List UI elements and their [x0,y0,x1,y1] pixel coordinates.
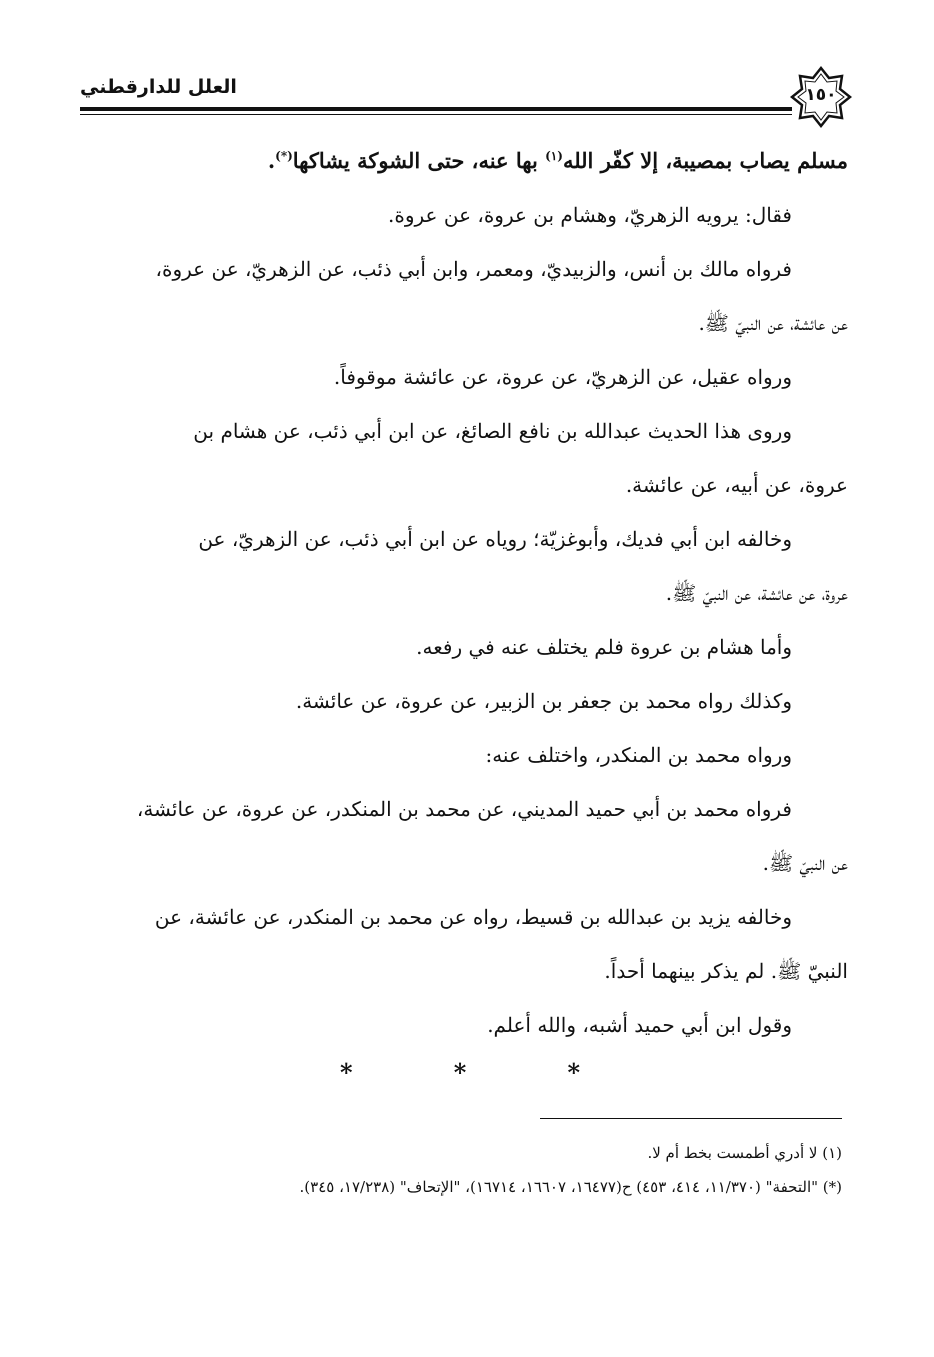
page-number-badge [790,66,852,128]
text-line: وقول ابن أبي حميد أشبه، والله أعلم. [487,1013,792,1037]
text-line: فرواه محمد بن أبي حميد المديني، عن محمد بن المنكدر، عن عروة، عن عائشة، [136,797,792,821]
text-line: وروى هذا الحديث عبدالله بن نافع الصائغ، عن ابن أبي ذئب، عن هشام بن [193,419,792,443]
text-line-1: مسلم يصاب بمصيبة، إلا كفّر الله$^{(١)}$ بها عنه، حتى الشوكة يشاكها(*). [267,148,848,173]
text-line: عن عائشة، عن النبيّ ﷺ. [698,311,848,335]
separator-star: * [567,1058,580,1087]
footnotes [100,1136,842,1204]
text-line: عروة، عن أبيه، عن عائشة. [625,473,848,497]
text-line: ورواه محمد بن المنكدر، واختلف عنه: [485,743,792,767]
text-line: وخالفه يزيد بن عبدالله بن قسيط، رواه عن محمد بن المنكدر، عن عائشة، عن [154,905,792,929]
separator-star: * [340,1058,353,1087]
footnote-marker-star: (*) [275,149,293,163]
text-line: ورواه عقيل، عن الزهريّ، عن عروة، عن عائشة موقوفاً. [333,365,792,389]
header-rule-thin [80,114,792,115]
footnote-marker-1: (١) [545,149,563,163]
footnote-1: (١) لا أدري أطمست بخط أم لا. [647,1144,842,1162]
header-rule-thick [80,107,792,111]
page-number: ١٥٠ [805,85,837,105]
main-text [78,134,848,1052]
text-line: فقال: يرويه الزهريّ، وهشام بن عروة، عن عروة. [388,203,792,227]
text-line: وكذلك رواه محمد بن جعفر بن الزبير، عن عروة، عن عائشة. [295,689,792,713]
text-line: وخالفه ابن أبي فديك، وأبوغزيّة؛ روياه عن ابن أبي ذئب، عن الزهريّ، عن [198,527,792,551]
text-line: النبيّ ﷺ. لم يذكر بينهما أحداً. [604,959,848,983]
text-line: عروة، عن عائشة، عن النبيّ ﷺ. [665,581,848,605]
book-title: العلل للدارقطني [80,76,237,98]
section-separator [340,1058,580,1087]
text-line: وأما هشام بن عروة فلم يختلف عنه في رفعه. [416,635,792,659]
page-header [80,66,852,128]
separator-star: * [453,1058,467,1087]
footnote-star: (*) "التحفة" (١١/٣٧٠، ٤١٤، ٤٥٣) ح(١٦٤٧٧، ١٦٦٠٧، ١٦٧١٤)، "الإتحاف" (١٧/٢٣٨، ٣٤٥). [299,1178,842,1196]
footnote-rule [540,1118,842,1119]
text-line: عن النبيّ ﷺ. [762,851,848,875]
text-line: فرواه مالك بن أنس، والزبيديّ، ومعمر، وابن أبي ذئب، عن الزهريّ، عن عروة، [155,257,792,281]
